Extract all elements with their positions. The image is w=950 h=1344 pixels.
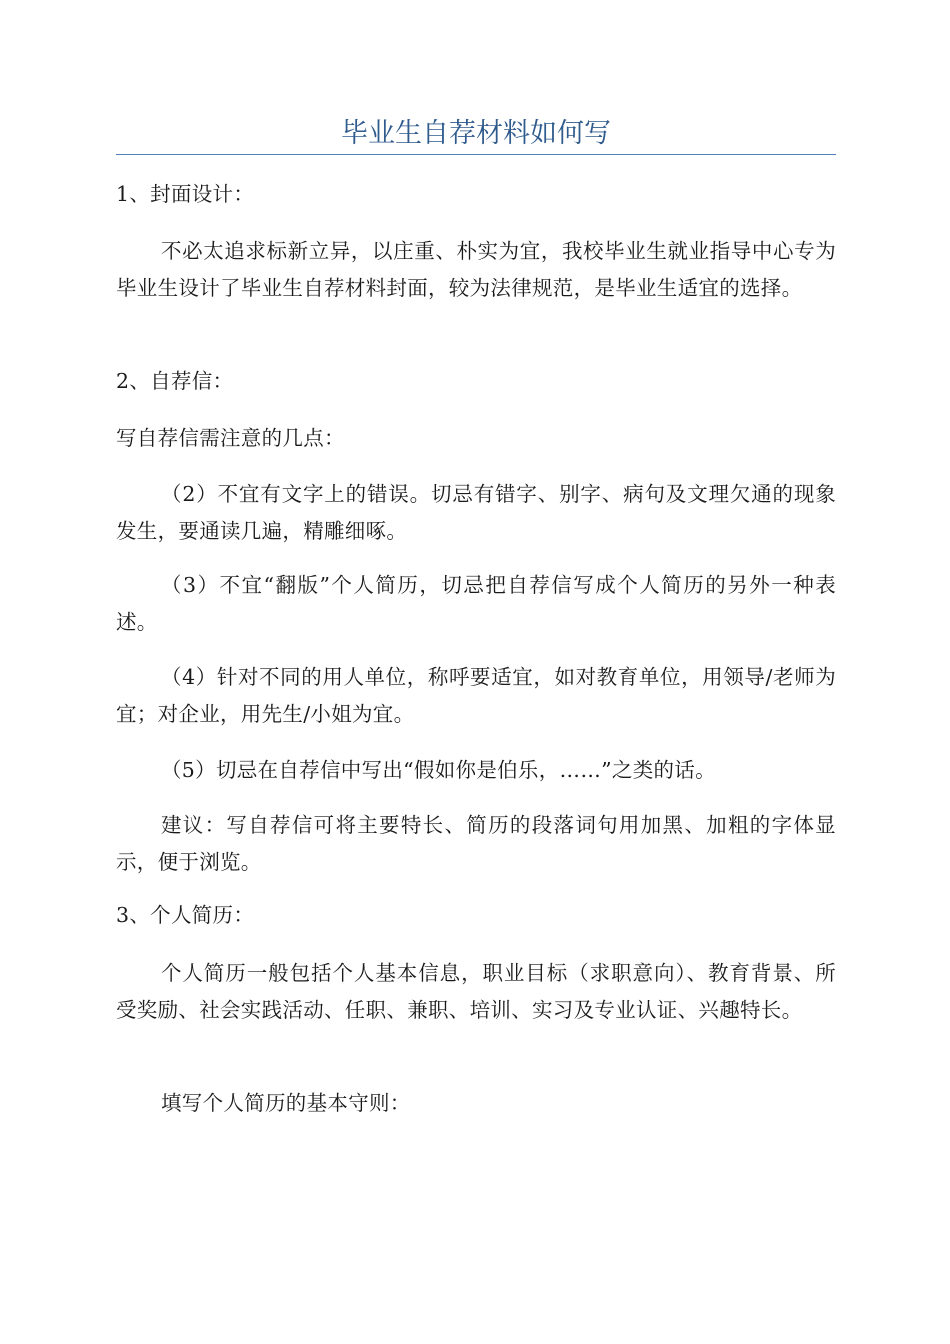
paragraph-note-2: （2）不宜有文字上的错误。切忌有错字、别字、病句及文理欠通的现象发生，要通读几遍，精雕细啄。 — [116, 482, 836, 543]
paragraph-cover-design: 不必太追求标新立异，以庄重、朴实为宜，我校毕业生就业指导中心专为毕业生设计了毕业生自荐材料封面，较为法律规范，是毕业生适宜的选择。 — [116, 239, 836, 300]
section-heading-cover-letter: 2、自荐信： — [116, 369, 234, 393]
paragraph-resume-rules: 填写个人简历的基本守则： — [161, 1091, 411, 1115]
paragraph-resume-contents: 个人简历一般包括个人基本信息，职业目标（求职意向）、教育背景、所受奖励、社会实践活动、任职、兼职、培训、实习及专业认证、兴趣特长。 — [116, 961, 836, 1022]
title-underline — [116, 154, 836, 155]
section-heading-resume: 3、个人简历： — [116, 903, 255, 927]
paragraph-note-5: （5）切忌在自荐信中写出“假如你是伯乐，……”之类的话。 — [161, 758, 716, 782]
paragraph-note-3: （3）不宜“翻版”个人简历，切忌把自荐信写成个人简历的另外一种表述。 — [116, 573, 836, 634]
section-heading-cover: 1、封面设计： — [116, 182, 255, 206]
paragraph-note-4: （4）针对不同的用人单位，称呼要适宜，如对教育单位，用领导/老师为宜；对企业，用先生/小姐为宜。 — [116, 665, 836, 726]
paragraph-letter-notes-intro: 写自荐信需注意的几点： — [116, 426, 345, 450]
paragraph-suggestion: 建议：写自荐信可将主要特长、简历的段落词句用加黑、加粗的字体显示，便于浏览。 — [116, 813, 836, 874]
document-title: 毕业生自荐材料如何写 — [341, 118, 611, 149]
